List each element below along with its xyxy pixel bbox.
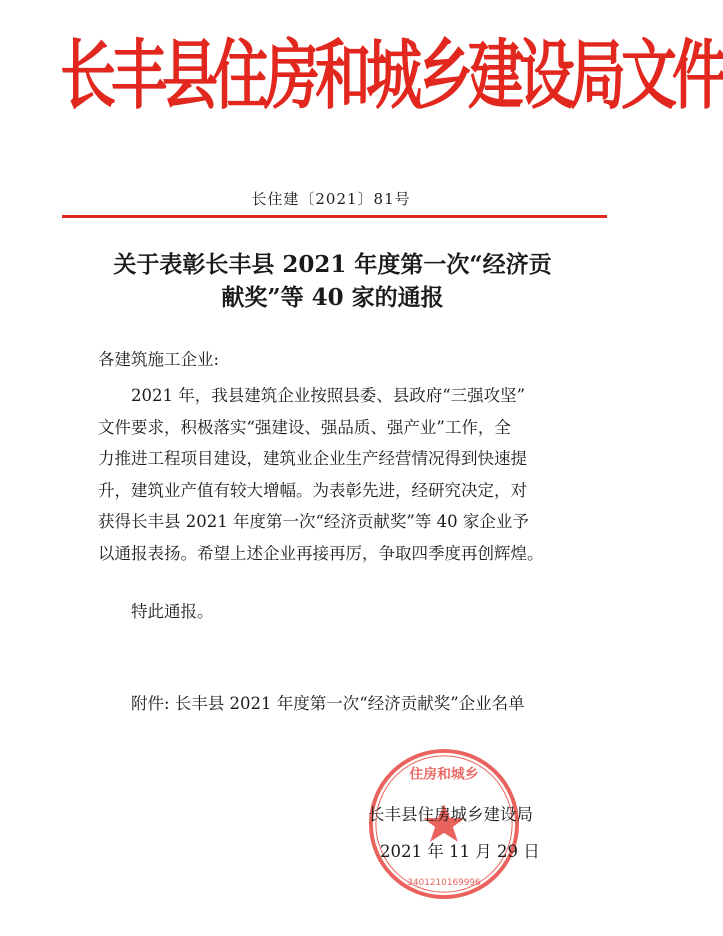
title-line: 献奖”等 40 家的通报 <box>221 284 444 311</box>
paragraph-line: 文件要求，积极落实“强建设、强品质、强产业”工作，全 <box>98 417 511 437</box>
document-number: 长住建〔2021〕81号 <box>251 190 411 208</box>
svg-text:住房和城乡: 住房和城乡 <box>409 766 479 783</box>
signing-organization: 长丰县住房城乡建设局 <box>368 805 533 824</box>
paragraph-line: 力推进工程项目建设，建筑业企业生产经营情况得到快速提 <box>98 449 527 468</box>
salutation: 各建筑施工企业: <box>98 350 220 369</box>
svg-text:3401210169996: 3401210169996 <box>407 878 481 889</box>
body-paragraph <box>98 380 556 569</box>
attachment-note: 附件: 长丰县 2021 年度第一次“经济贡献奖”企业名单 <box>131 694 525 713</box>
closing-remark: 特此通报。 <box>131 602 214 621</box>
masthead <box>60 26 723 126</box>
paragraph-line: 2021 年，我县建筑企业按照县委、县政府“三强攻坚” <box>131 386 526 405</box>
paragraph-line: 以通报表扬。希望上述企业再接再厉，争取四季度再创辉煌。 <box>98 543 544 563</box>
paragraph-line: 升，建筑业产值有较大增幅。为表彰先进，经研究决定，对 <box>98 480 527 500</box>
title-line: 关于表彰长丰县 2021 年度第一次“经济贡 <box>113 251 552 278</box>
red-separator-line <box>62 215 607 218</box>
masthead-title: 长丰县住房和城乡建设局文件 <box>60 31 723 121</box>
signing-date: 2021 年 11 月 29 日 <box>380 842 540 861</box>
document-title <box>80 248 585 314</box>
paragraph-line: 获得长丰县 2021 年度第一次“经济贡献奖”等 40 家企业予 <box>98 512 529 531</box>
